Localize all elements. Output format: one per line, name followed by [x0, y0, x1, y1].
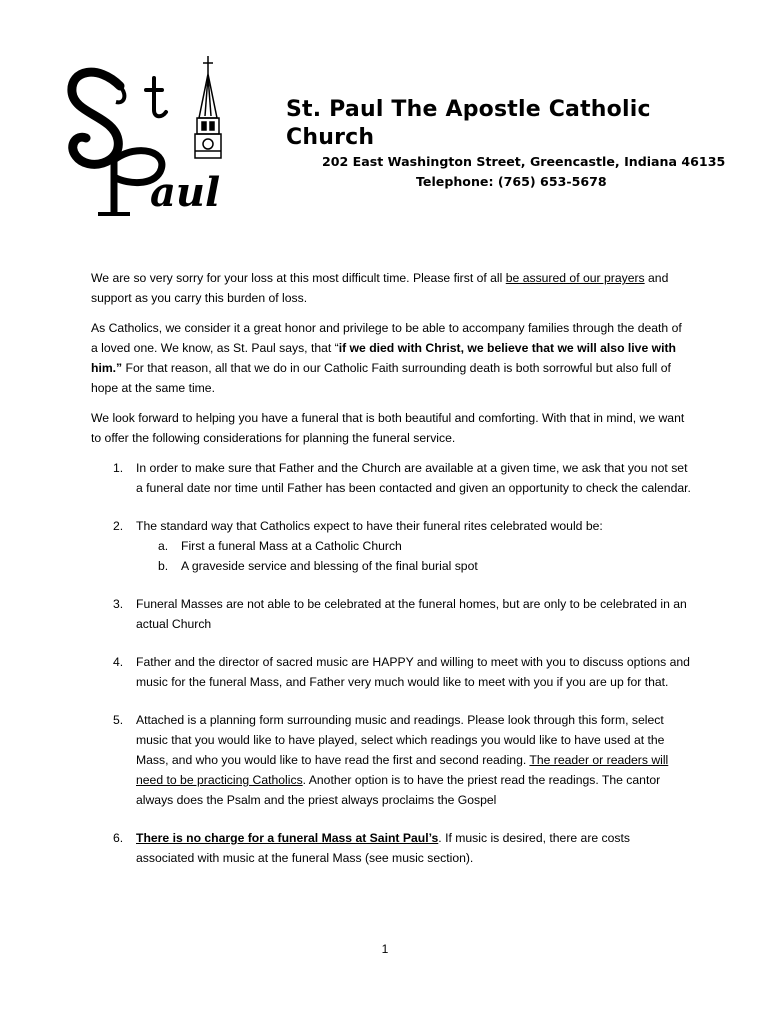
- sub-item-text: First a funeral Mass at a Catholic Church: [181, 539, 402, 553]
- letterhead: [286, 96, 746, 192]
- list-item: [91, 594, 691, 634]
- page-number: 1: [381, 942, 389, 956]
- item-text: Father and the director of sacred music are HAPPY and willing to meet with you to discuss options and music for the funeral Mass, and Father very much would like to meet with you if you are up for that.: [136, 655, 690, 689]
- item-number: 2.: [113, 519, 124, 533]
- item-number: 5.: [113, 713, 124, 727]
- list-item: [91, 652, 691, 692]
- church-address: 202 East Washington Street, Greencastle, Indiana 46135: [322, 154, 726, 169]
- svg-text:aul: aul: [150, 169, 221, 216]
- church-logo: [58, 56, 243, 216]
- list-item: [91, 516, 691, 576]
- bold-underlined-text: There is no charge for a funeral Mass at Saint Paul’s: [136, 831, 439, 845]
- sub-item-text: A graveside service and blessing of the final burial spot: [181, 559, 478, 573]
- text-span: For that reason, all that we do in our Catholic Faith surrounding death is both sorrowful but also full of hope at the same time.: [91, 361, 671, 395]
- underlined-text: The reader or readers will need to be practicing Catholics: [136, 753, 669, 787]
- sub-list-item: [136, 556, 691, 576]
- text-span: and support as you carry this burden of loss.: [91, 271, 669, 305]
- item-number: 4.: [113, 655, 124, 669]
- item-text: The standard way that Catholics expect to have their funeral rites celebrated would be:: [136, 519, 603, 533]
- sub-item-letter: b.: [158, 559, 169, 573]
- item-text: . Another option is to have the priest read the readings. The cantor always does the Psalm and the priest always proclaims the Gospel: [136, 773, 661, 807]
- sub-list: [136, 536, 691, 576]
- letter-body: [91, 268, 691, 886]
- steeple-icon: [195, 56, 221, 158]
- item-text: Funeral Masses are not able to be celebrated at the funeral homes, but are only to be celebrated in an actual Church: [136, 597, 687, 631]
- sub-item-letter: a.: [158, 539, 169, 553]
- item-number: 6.: [113, 831, 124, 845]
- text-span: As Catholics, we consider it a great honor and privilege to be able to accompany families through the death of a loved one. We know, as St. Paul says, that “: [91, 321, 682, 355]
- underlined-text: be assured of our prayers: [505, 271, 645, 285]
- paragraph-intro: We look forward to helping you have a funeral that is both beautiful and comforting. With that in mind, we want to offer the following considerations for planning the funeral service.: [91, 411, 685, 445]
- item-number: 3.: [113, 597, 124, 611]
- text-span: We are so very sorry for your loss at this most difficult time. Please first of all: [91, 271, 506, 285]
- item-text: . If music is desired, there are costs associated with music at the funeral Mass (see music section).: [136, 831, 630, 865]
- church-name: St. Paul The Apostle Catholic Church: [286, 97, 651, 150]
- item-text: In order to make sure that Father and the Church are available at a given time, we ask that you not set a funeral date nor time until Father has been contacted and given an opportunity to check the calendar.: [136, 461, 691, 495]
- bold-quote: if we died with Christ, we believe that we will also live with him.”: [91, 341, 676, 375]
- sub-list-item: [136, 536, 691, 556]
- list-item: [91, 710, 691, 810]
- item-text: Attached is a planning form surrounding music and readings. Please look through this form, select music that you would like to have played, select which readings you would like to have used at the Mass, and who you would like to have read the first and second reading.: [136, 713, 665, 767]
- item-number: 1.: [113, 461, 124, 475]
- paragraph-faith: [91, 318, 691, 398]
- list-item: [91, 828, 691, 868]
- considerations-list: [91, 458, 691, 868]
- list-item: [91, 458, 691, 498]
- letter-s-shape: [72, 72, 120, 164]
- paragraph-condolence: [91, 268, 691, 308]
- church-phone: Telephone: (765) 653-5678: [416, 174, 607, 189]
